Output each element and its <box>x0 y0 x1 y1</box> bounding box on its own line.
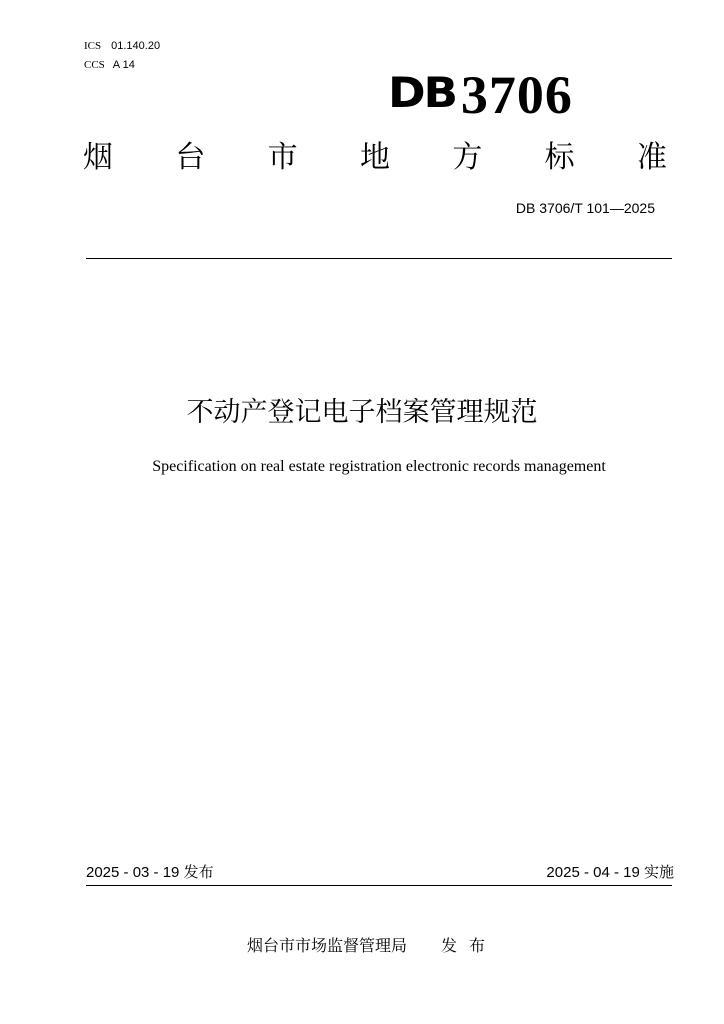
db-logo <box>388 62 573 125</box>
ccs-label: CCS <box>84 59 105 71</box>
standard-level-char: 准 <box>636 140 667 175</box>
bottom-divider <box>86 885 672 886</box>
issue-date: 2025 - 03 - 19 发布 <box>86 864 214 881</box>
standard-level-char: 市 <box>267 140 298 175</box>
top-divider <box>86 258 672 259</box>
db-logo-number: 3706 <box>460 65 573 125</box>
db-logo-prefix: DB <box>388 68 456 117</box>
implementation-date: 2025 - 04 - 19 实施 <box>546 864 674 881</box>
title-english: Specification on real estate registration electronic records management <box>152 458 606 475</box>
standard-level-heading <box>80 138 670 178</box>
standard-level-char: 标 <box>544 140 575 175</box>
publisher-name: 烟台市市场监督管理局 <box>247 936 408 955</box>
ics-label: ICS <box>84 40 102 52</box>
standard-level-char: 台 <box>175 140 206 175</box>
standard-level-char: 地 <box>359 140 390 175</box>
standard-level-char: 烟 <box>83 140 113 175</box>
ccs-value: A 14 <box>112 59 135 71</box>
publisher-line <box>247 935 497 957</box>
publisher-action: 发布 <box>441 936 498 955</box>
standard-number: DB 3706/T 101—2025 <box>515 200 655 216</box>
ccs-code <box>84 55 135 73</box>
title-chinese: 不动产登记电子档案管理规范 <box>186 397 538 428</box>
standard-level-char: 方 <box>452 140 483 175</box>
ics-code <box>84 36 160 54</box>
ics-value: 01.140.20 <box>111 40 161 52</box>
